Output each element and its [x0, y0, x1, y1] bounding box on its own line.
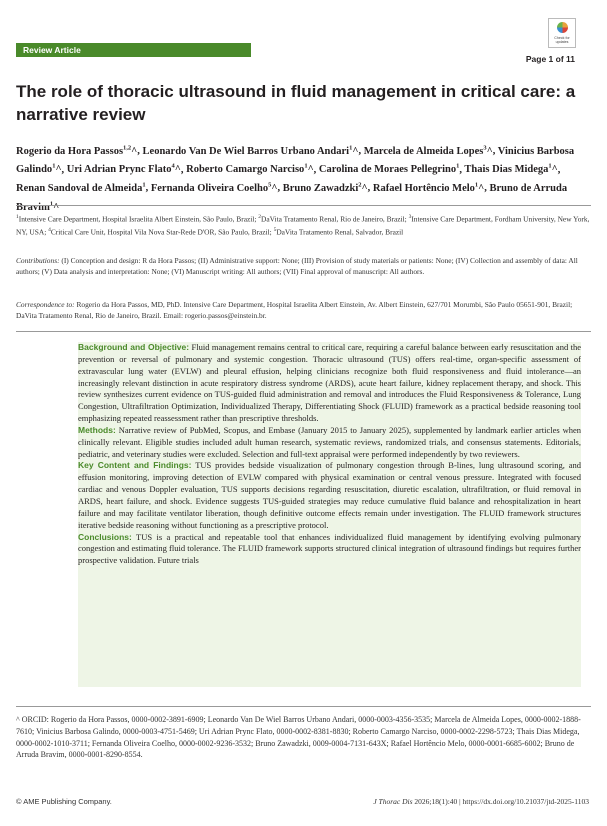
- orcid-mark: ^: [131, 145, 138, 157]
- check-for-updates-badge[interactable]: [548, 18, 576, 48]
- author-name: Uri Adrian Prync Flato: [66, 164, 172, 176]
- article-type-badge: Review Article: [16, 43, 251, 57]
- author-item: [364, 146, 493, 157]
- crossmark-label: Check for updates: [554, 36, 570, 44]
- article-title: The role of thoracic ultrasound in fluid management in critical care: a narrative review: [16, 82, 576, 124]
- abstract-conclusions: [78, 532, 581, 568]
- divider: [16, 205, 591, 206]
- page-number: Page 1 of 11: [525, 54, 575, 64]
- abstract-methods: [78, 425, 581, 461]
- affiliation-text: Intensive Care Department, Fordham University, New York, NY, USA;: [16, 214, 590, 237]
- correspondence-label: Correspondence to:: [16, 300, 75, 309]
- correspondence: [16, 300, 591, 321]
- contributions-label: Contributions:: [16, 256, 60, 265]
- author-affiliation: 3: [483, 144, 487, 151]
- author-item: [464, 164, 557, 175]
- orcid-mark: ^: [271, 182, 278, 194]
- author-affiliation: 1: [474, 181, 479, 189]
- orcid-mark: ^: [361, 182, 368, 194]
- orcid-mark: ^: [486, 145, 493, 157]
- author-affiliation: 5: [268, 181, 272, 189]
- author-affiliation: 1: [49, 200, 54, 208]
- orcid-mark: ^: [53, 201, 60, 213]
- affiliation-text: DaVita Tratamento Renal, Salvador, Brazil: [276, 227, 404, 237]
- orcid-mark: ^: [174, 164, 181, 176]
- divider: [16, 331, 591, 332]
- affiliation-number: 3: [408, 214, 412, 220]
- author-item: [143, 146, 359, 157]
- affiliation-number: 5: [273, 227, 277, 234]
- abstract-background: [78, 342, 581, 425]
- abstract-text: Narrative review of PubMed, Scopus, and Embase (January 2015 to January 2025), supplemented by landmark earlier articles when clinically relevant. Eligible studies included adult human research, systematic reviews, randomized trials, and consensus statements. Editorials, pediatric, and veterinary studies were excluded. Selection and full-text appraisal were performed independently by two reviewers.: [78, 424, 581, 459]
- divider: [16, 706, 591, 707]
- correspondence-text: Rogerio da Hora Passos, MD, PhD. Intensive Care Department, Hospital Israelita Albert Einstein, Av. Albert Einstein, 627/701 Morumbi, São Paulo 05651-901, Brazil; DaVita Tratamento Renal, Rio de Janeiro, Brazil. Email: rogerio.passos@einstein.br.: [16, 300, 573, 320]
- orcid-mark: ^: [55, 164, 62, 176]
- author-item: [16, 146, 137, 157]
- author-name: Leonardo Van De Wiel Barros Urbano Andari: [142, 145, 350, 157]
- abstract-heading: Key Content and Findings:: [78, 460, 192, 471]
- author-item: [319, 164, 459, 175]
- author-name: Vinicius Barbosa Galindo: [16, 145, 575, 176]
- affiliation-number: 2: [258, 214, 262, 220]
- abstract-box: [78, 342, 581, 687]
- orcid-mark: ^: [478, 182, 485, 194]
- abstract-text: TUS provides bedside visualization of pulmonary congestion through B-lines, lung ultrasound scoring, and effusion monitoring, improving detection of EVLW compared with physical examination or central venous pressure. Integrated with focused cardiac and venous Doppler evaluation, TUS supports decisions regarding resuscitation, diuretic escalation, ultrafiltration, or fluid removal in ARDS, heart failure, and shock. Evidence suggests TUS-guided strategies may reduce cumulative fluid balance and rehospitalization in heart failure and may facilitate ventilator liberation, though definitive outcome effects remain under investigation. The FLUID framework structures iterative bedside reasoning without functioning as a prescriptive protocol.: [78, 460, 581, 530]
- author-affiliation: 2: [358, 181, 362, 189]
- contributions-text: (I) Conception and design: R da Hora Passos; (II) Administrative support: None; (III) Provision of study materials or patients: None; (IV) Collection and assembly of data: All authors; (V) Data analysis and interpretation: None; (VI) Manuscript writing: All authors; (VII) Final approval of manuscript: All authors.: [16, 256, 578, 276]
- author-name: Carolina de Moraes Pellegrino: [318, 164, 457, 176]
- author-name: Renan Sandoval de Almeida: [16, 182, 143, 194]
- author-affiliation: 1: [142, 181, 146, 189]
- author-affiliation: 1: [52, 162, 56, 170]
- author-affiliation: 1: [548, 162, 552, 170]
- author-name: Marcela de Almeida Lopes: [363, 145, 484, 157]
- abstract-heading: Conclusions:: [78, 531, 132, 542]
- author-name: Roberto Camargo Narciso: [186, 164, 305, 176]
- author-name: Fernanda Oliveira Coelho: [150, 182, 269, 194]
- author-item: [283, 183, 368, 194]
- affiliation-number: 1: [16, 214, 19, 220]
- author-affiliation: 1: [349, 144, 353, 151]
- author-name: Rafael Hortêncio Melo: [372, 182, 475, 194]
- orcid-mark: ^: [551, 164, 558, 176]
- copyright: © AME Publishing Company.: [16, 797, 112, 806]
- author-name: Rogerio da Hora Passos: [16, 145, 124, 157]
- author-item: [151, 183, 278, 194]
- affiliation-text: DaVita Tratamento Renal, Rio de Janeiro, Brazil;: [261, 214, 409, 224]
- abstract-heading: Methods:: [78, 424, 116, 435]
- journal-citation: [373, 797, 589, 806]
- author-item: [186, 164, 314, 175]
- author-name: Bruno Zawadzki: [282, 182, 359, 194]
- author-affiliation: 1: [304, 162, 308, 170]
- affiliations: [16, 212, 591, 238]
- author-item: [16, 183, 146, 194]
- author-list: Rogerio da Hora Passos$^{1,2}$^, Leonardo Van De Wiel Barros Urbano Andari$^1$^, Marcela de Almeida Lopes$^3$^, Vinicius Barbosa Galindo$^1$^, Uri Adrian Prync Flato$^4$^, Roberto Camargo Narciso$^1$^, Carolina de Moraes Pellegrino$^1$, Thais Dias Midega$^1$^, Renan Sandoval de Almeida$^1$, Fernanda Oliveira Coelho$^5$^, Bruno Zawadzki$^2$^, Rafael Hortêncio Melo$^1$^, Bruno de Arruda Bravim$^1$^: [16, 144, 575, 213]
- journal-name: J Thorac Dis: [373, 797, 413, 806]
- author-item: [373, 183, 484, 194]
- abstract-text: Fluid management remains central to critical care, requiring a careful balance between early resuscitation and the prevention or reversal of pulmonary and systemic congestion. Thoracic ultrasound (TUS) offers real-time, organ-specific assessment of extravascular lung water (EVLW) and pleural effusion, helping clinicians recognize both fluid responsiveness and fluid intolerance—an increasingly relevant distinction in acute respiratory distress syndrome (ARDS), acute heart failure, kidney replacement therapy, and shock. This review synthesizes current evidence on TUS-guided fluid administration and removal and introduces the Fluid Responsiveness & Tolerance, Lung Congestion, Ultrafiltration Optimization, Individualized Therapy, Differentiating Shock (FLUID) framework as a practical bedside reasoning tool emphasizing repeated reassessment rather than prescriptive thresholds.: [78, 342, 581, 424]
- author-name: Thais Dias Midega: [464, 164, 549, 176]
- author-affiliation: 1: [456, 162, 460, 170]
- abstract-text: TUS is a practical and repeatable tool that enhances individualized fluid management by identifying evolving pulmonary congestion and estimating fluid tolerance. The FLUID framework supports structured clinical integration of ultrasound findings but requires further prospective validation. Future trials: [78, 531, 581, 566]
- orcid-footnote: ^ ORCID: Rogerio da Hora Passos, 0000-0002-3891-6909; Leonardo Van De Wiel Barros Urbano Andari, 0000-0003-4356-3535; Marcela de Almeida Lopes, 0000-0002-1888-7610; Vinicius Barbosa Galindo, 0000-0003-4751-5469; Uri Adrian Prync Flato, 0000-0002-8381-8830; Roberto Camargo Narciso, 0000-0002-2298-5723; Thais Dias Midega, 0000-0002-1010-3711; Fernanda Oliveira Coelho, 0000-0002-9236-3532; Bruno Zawadzki, 0009-0004-7131-643X; Rafael Hortêncio Melo, 0000-0001-6685-6002; Bruno de Arruda Bravim, 0000-0001-8290-8554.: [16, 715, 581, 760]
- affiliation-text: Intensive Care Department, Hospital Israelita Albert Einstein, São Paulo, Brazil;: [18, 214, 259, 224]
- orcid-mark: ^: [352, 145, 359, 157]
- author-name: Bruno de Arruda Bravim: [16, 182, 568, 213]
- journal-citation-text: 2026;18(1):40 | https://dx.doi.org/10.21037/jtd-2025-1103: [412, 797, 589, 806]
- affiliation-text: Critical Care Unit, Hospital Vila Nova Star-Rede D'OR, São Paulo, Brazil;: [50, 227, 274, 237]
- orcid-mark: ^: [307, 164, 314, 176]
- author-affiliation: 1,2: [123, 144, 132, 151]
- crossmark-icon: [557, 22, 568, 33]
- author-affiliation: 4: [171, 162, 175, 170]
- author-item: [67, 164, 181, 175]
- abstract-findings: [78, 460, 581, 531]
- affiliation-number: 4: [48, 227, 51, 234]
- abstract-heading: Background and Objective:: [78, 342, 190, 352]
- contributions: [16, 256, 591, 277]
